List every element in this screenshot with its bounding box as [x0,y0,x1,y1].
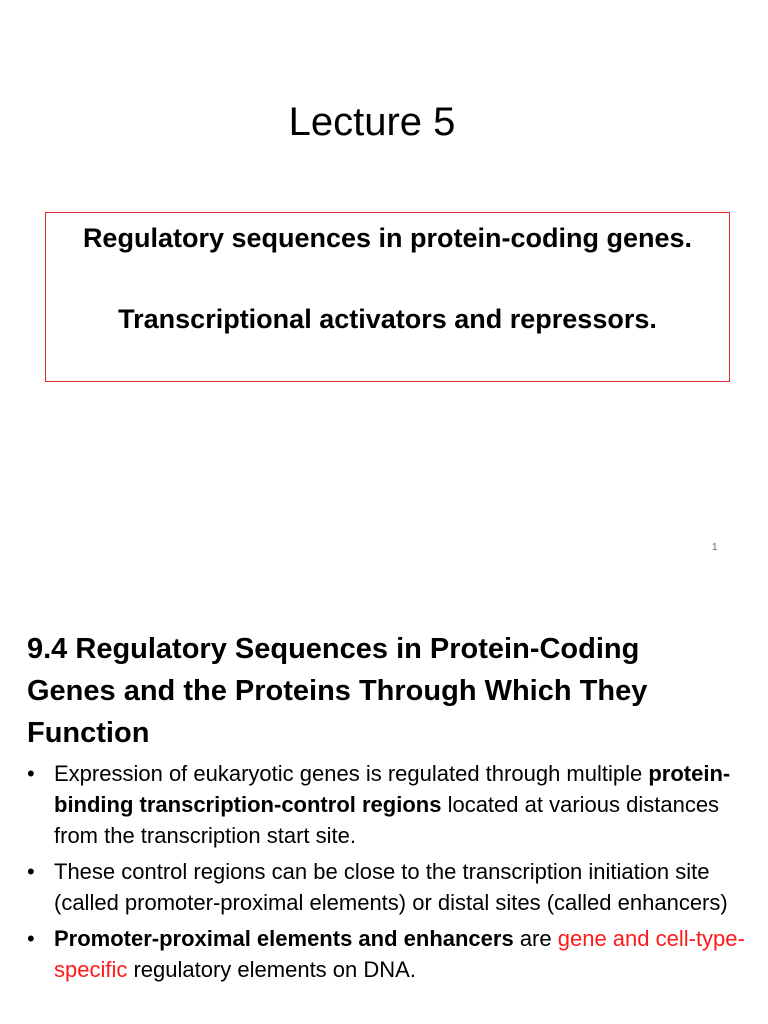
section-title: 9.4 Regulatory Sequences in Protein-Coding Genes and the Proteins Through Which They Function [27,633,648,749]
topic-line-2: Transcriptional activators and repressors. [118,304,657,334]
bullet-dot: • [27,761,35,786]
highlight-text: gene and cell-type-specific [54,926,745,982]
bullet-dot: • [27,926,35,951]
topic-line-1: Regulatory sequences in protein-coding genes. [82,223,693,253]
page-number: 1 [712,542,718,553]
bullet-dot: • [27,859,35,884]
topic-box [45,212,730,382]
bullet-item [0,923,768,985]
bullet-text: regulatory elements on DNA. [127,957,416,982]
bullet-item [0,758,768,851]
bullet-item [0,856,768,918]
bullet-text: These control regions can be close to the transcription initiation site (called promoter-proximal elements) or distal sites (called enhancers) [54,859,728,915]
bullet-bold-text: protein-binding transcription-control regions [54,761,731,817]
slide-title: Lecture 5 [288,100,456,144]
slide-section-9-4 [0,620,768,1024]
bullet-list [0,758,768,990]
bullet-bold-text: Promoter-proximal elements and enhancers [54,926,514,951]
bullet-text: Expression of eukaryotic genes is regulated through multiple [54,761,649,786]
bullet-text: located at various distances from the transcription start site. [54,792,720,848]
bullet-text: are [513,926,558,951]
